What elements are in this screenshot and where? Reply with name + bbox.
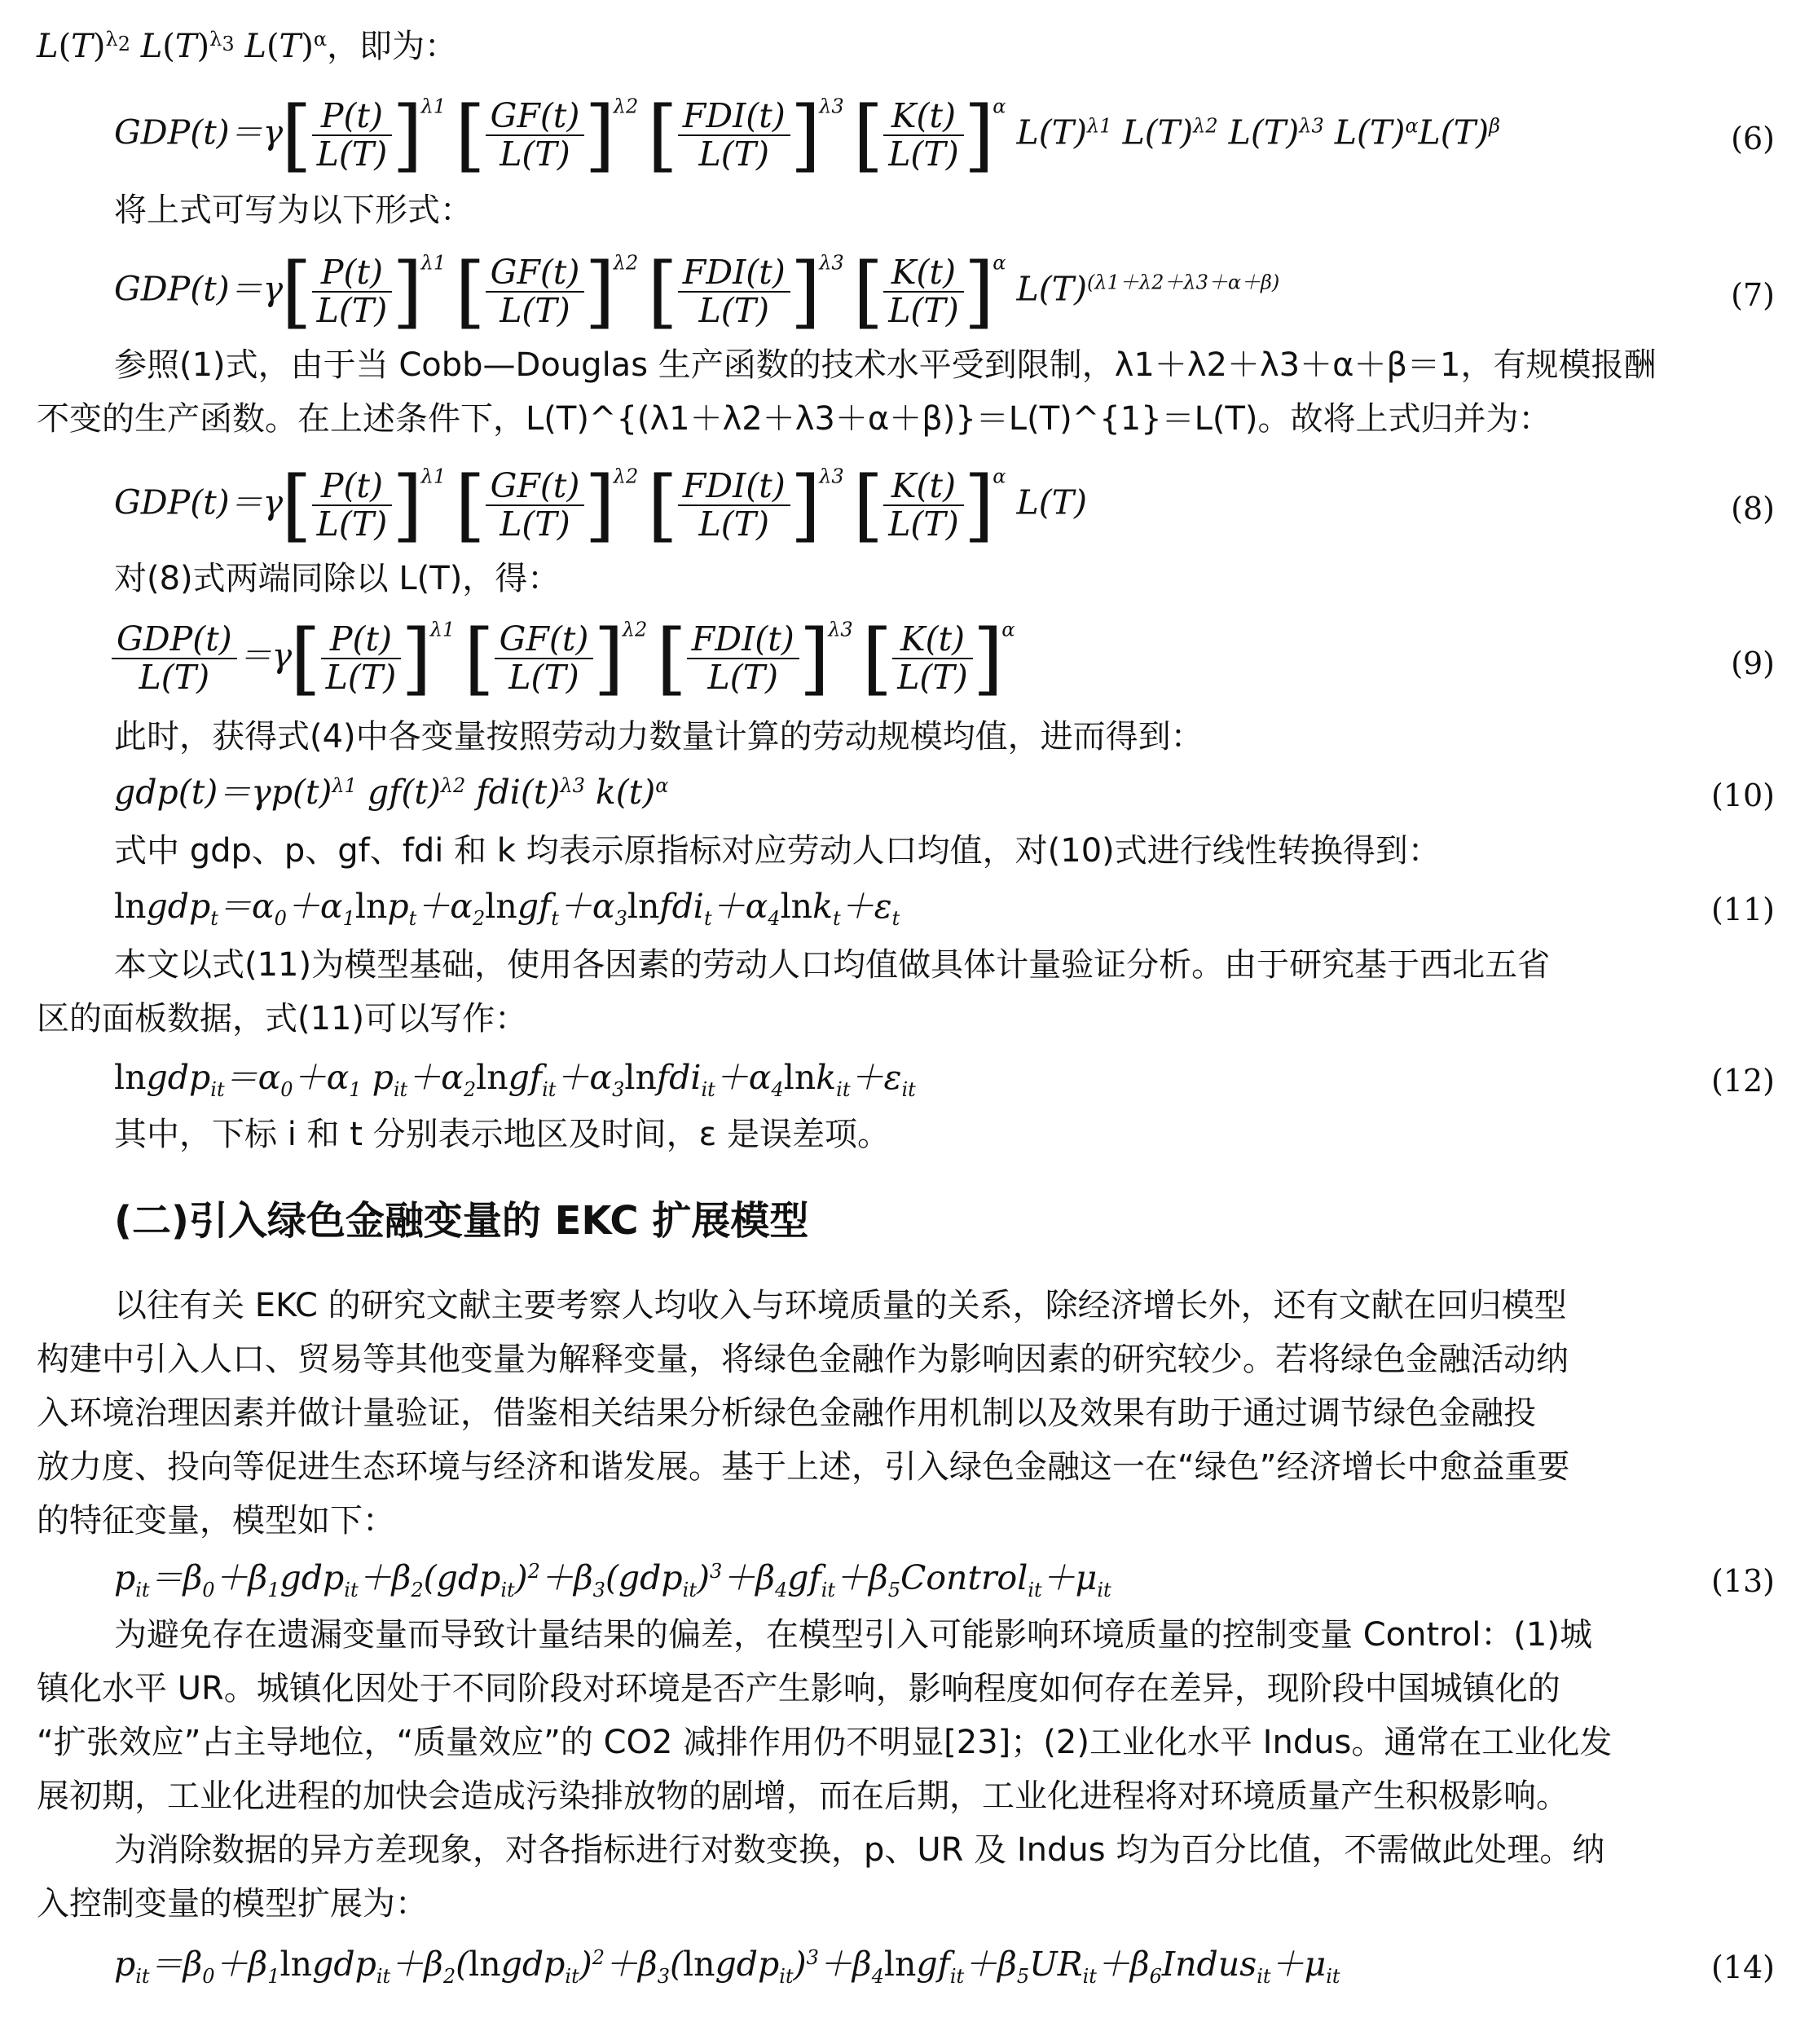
- text-line-11: 构建中引入人口、贸易等其他变量为解释变量，将绿色金融作为影响因素的研究较少。若将绿色金融活动纳: [37, 1341, 1569, 1378]
- text-line-2: 参照(1)式，由于当 Cobb—Douglas 生产函数的技术水平受到限制，λ1＋λ2＋λ3＋α＋β＝1，有规模报酬: [114, 346, 1657, 384]
- equation-7: GDP(t)＝γ[ $\frac{P(t)}{L(T)}$ ]$^{\lambda 1}$ [ $\frac{GF(t)}{L(T)}$ ]$^{\lambda 2}$ [ $\frac{\text{FDI(t)}}{L(T)}$ ]$^{\lambda 3}$ [ $\frac{K(t)}{L(T)}$ ]$^\alpha$ $L(T)^{(\lambda 1+\lambda 2+\lambda 3+\alpha+\beta)}$: [114, 246, 1280, 337]
- equation-6: GDP(t)＝γ[ $\frac{P(t)}{L(T)}$ ]$^{\lambda 1}$ [ $\frac{GF(t)}{L(T)}$ ]$^{\lambda 2}$ [ $\frac{\text{FDI(t)}}{L(T)}$ ]$^{\lambda 3}$ [ $\frac{K(t)}{L(T)}$ ]$^\alpha$ $L(T)^{\lambda 1}$ $L(T)^{\lambda 2}$ $L(T)^{\lambda 3}$ $L(T)^\alpha L(T)^\beta$: [114, 90, 1500, 181]
- text-line-18: 展初期，工业化进程的加快会造成污染排放物的剧增，而在后期，工业化进程将对环境质量产生积极影响。: [37, 1777, 1569, 1815]
- equation-number-12: (12): [1710, 1063, 1775, 1099]
- equation-13: $p_{it}=\beta_0+\beta_1gdp_{it}+\beta_2(gdp_{it})^2+\beta_3(gdp_{it})^3+\beta_4gf_{it}+\beta_5Control_{it}+\mu_{it}$: [114, 1558, 1111, 1602]
- equation-number-13: (13): [1710, 1563, 1775, 1599]
- text-line-12: 入环境治理因素并做计量验证，借鉴相关结果分析绿色金融作用机制以及效果有助于通过调节绿色金融投: [37, 1394, 1536, 1432]
- text-line-4: 对(8)式两端同除以 L(T)，得：: [114, 560, 561, 597]
- equation-number-7: (7): [1731, 277, 1775, 313]
- text-line-5: 此时，获得式(4)中各变量按照劳动力数量计算的劳动规模均值，进而得到：: [114, 718, 1204, 755]
- text-line-13: 放力度、投向等促进生态环境与经济和谐发展。基于上述，引入绿色金融这一在“绿色”经济增长中愈益重要: [37, 1448, 1570, 1486]
- equation-number-6: (6): [1731, 121, 1775, 156]
- text-line-20: 入控制变量的模型扩展为：: [37, 1885, 428, 1923]
- text-line-17: “扩张效应”占主导地位，“质量效应”的 CO2 减排作用仍不明显[23]；(2)工业化水平 Indus。通常在工业化发: [37, 1724, 1613, 1761]
- equation-number-11: (11): [1710, 892, 1775, 927]
- text-line-8: 区的面板数据，式(11)可以写作：: [37, 1000, 528, 1037]
- text-line-14: 的特征变量，模型如下：: [37, 1502, 395, 1540]
- equation-11: $lngdp_t=\alpha_0+\alpha_1\ln p_t+\alpha_2lngf_t+\alpha_3lnfdi_t+\alpha_4\ln k_t+\varepsilon_t$: [114, 887, 900, 931]
- text-line-16: 镇化水平 UR。城镇化因处于不同阶段对环境是否产生影响，影响程度如何存在差异，现阶段中国城镇化的: [37, 1670, 1560, 1707]
- text-line-7: 本文以式(11)为模型基础，使用各因素的劳动人口均值做具体计量验证分析。由于研究基于西北五省: [114, 946, 1551, 984]
- text-line-1: 将上式可写为以下形式：: [114, 192, 473, 229]
- text-line-10: 以往有关 EKC 的研究文献主要考察人均收入与环境质量的关系，除经济增长外，还有文献在回归模型: [114, 1287, 1567, 1324]
- equation-number-14: (14): [1710, 1949, 1775, 1985]
- equation-number-10: (10): [1710, 778, 1775, 813]
- equation-10: $gdp(t)=\gamma p(t)^{\lambda 1}$ $gf(t)^{\lambda 2}$ $fdi(t)^{\lambda 3}$ $k(t)^\alpha$: [114, 773, 669, 812]
- equation-12: $lngdp_{it}=\alpha_0+\alpha_1$ $p_{it}+\alpha_2lngf_{it}+\alpha_3lnfdi_{it}+\alpha_4\ln k_{it}+\varepsilon_{it}$: [114, 1058, 916, 1102]
- text-line-15: 为避免存在遗漏变量而导致计量结果的偏差，在模型引入可能影响环境质量的控制变量 Control：(1)城: [114, 1616, 1592, 1654]
- equation-number-9: (9): [1731, 645, 1775, 681]
- equation-9: $\frac{\text{GDP(t)}}{L(T)}$ ＝γ[ $\frac{P(t)}{L(T)}$ ]$^{\lambda 1}$ [ $\frac{GF(t)}{L(T)}$ ]$^{\lambda 2}$ [ $\frac{\text{FDI(t)}}{L(T)}$ ]$^{\lambda 3}$ [ $\frac{K(t)}{L(T)}$ ]$^\alpha$: [110, 619, 1015, 698]
- equation-number-8: (8): [1731, 491, 1775, 526]
- text-line-0: $L(T)^{\lambda_2}$ $L(T)^{\lambda_3}$ $L(T)^\alpha$，即为：: [37, 28, 458, 65]
- text-line-6: 式中 gdp、p、gf、fdi 和 k 均表示原指标对应劳动人口均值，对(10)式进行线性转换得到：: [114, 832, 1441, 870]
- text-line-3: 不变的生产函数。在上述条件下，L(T)^{(λ1＋λ2＋λ3＋α＋β)}＝L(T)^{1}＝L(T)。故将上式归并为：: [37, 400, 1552, 438]
- equation-14: $p_{it}=\beta_0+\beta_1lngdp_{it}+\beta_2(lngdp_{it})^2+\beta_3(lngdp_{it})^3+\beta_4lngf_{it}+\beta_5UR_{it}+\beta_6Indus_{it}+\mu_{it}$: [114, 1945, 1340, 1989]
- text-line-19: 为消除数据的异方差现象，对各指标进行对数变换，p、UR 及 Indus 均为百分比值，不需做此处理。纳: [114, 1831, 1605, 1869]
- section-heading: (二)引入绿色金融变量的 EKC 扩展模型: [114, 1198, 809, 1244]
- text-line-9: 其中，下标 i 和 t 分别表示地区及时间，ε 是误差项。: [114, 1116, 890, 1153]
- equation-8: GDP(t)＝γ[ $\frac{P(t)}{L(T)}$ ]$^{\lambda 1}$ [ $\frac{GF(t)}{L(T)}$ ]$^{\lambda 2}$ [ $\frac{\text{FDI(t)}}{L(T)}$ ]$^{\lambda 3}$ [ $\frac{K(t)}{L(T)}$ ]$^\alpha$ L(T): [114, 460, 1088, 551]
